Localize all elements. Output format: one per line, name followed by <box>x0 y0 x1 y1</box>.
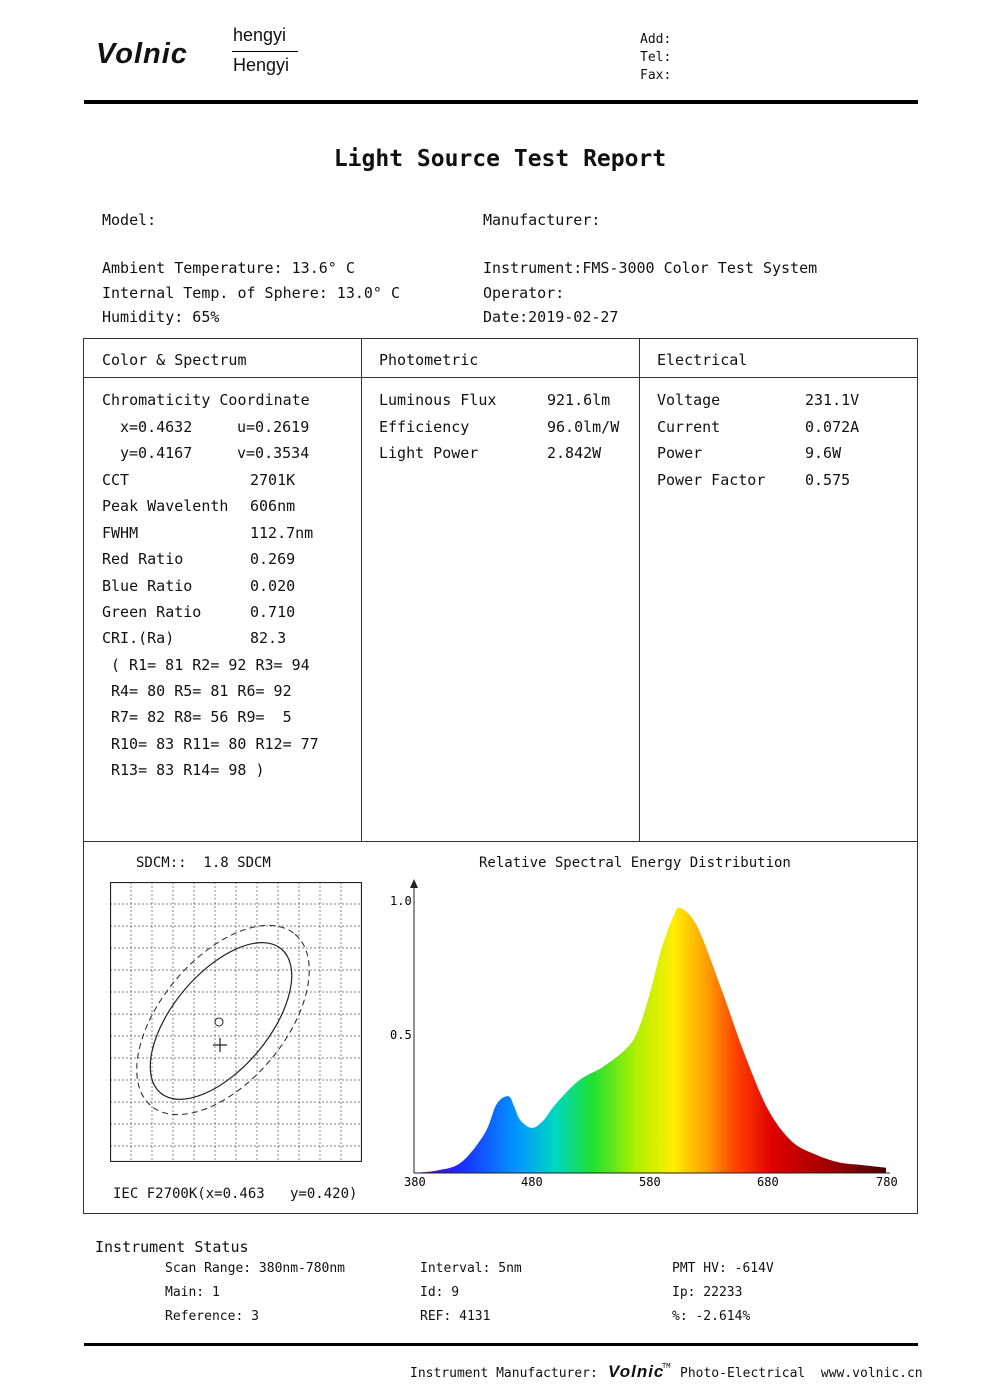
chroma-u: u=0.2619 <box>237 418 310 436</box>
peak-wavelength-label: Peak Wavelenth <box>102 497 229 515</box>
spectral-distribution-chart <box>380 875 910 1195</box>
x-tick-label-680: 680 <box>757 1175 779 1189</box>
target-point-marker <box>215 1018 223 1026</box>
red-ratio-value: 0.269 <box>250 550 296 568</box>
x-tick-label-580: 580 <box>639 1175 661 1189</box>
fax-label: Fax: <box>640 68 672 83</box>
cri-label: CRI.(Ra) <box>102 629 175 647</box>
table-header-rule <box>84 377 917 378</box>
scan-range: Scan Range: 380nm-780nm <box>165 1261 346 1276</box>
chroma-v: v=0.3534 <box>237 444 310 462</box>
current-value: 0.072A <box>805 418 860 436</box>
brand-divider <box>232 51 298 52</box>
instrument-status-title: Instrument Status <box>95 1238 249 1256</box>
footer-prefix: Instrument Manufacturer: <box>410 1366 598 1381</box>
humidity-field: Humidity: 65% <box>102 308 220 326</box>
ref-value: REF: 4131 <box>420 1309 491 1324</box>
voltage-value: 231.1V <box>805 391 860 409</box>
x-tick-label-380: 380 <box>404 1175 426 1189</box>
power-value: 9.6W <box>805 444 842 462</box>
ri-line-1: ( R1= 81 R2= 92 R3= 94 <box>111 656 310 674</box>
tel-label: Tel: <box>640 50 672 65</box>
x-tick-label-780: 780 <box>876 1175 898 1189</box>
ri-line-3: R7= 82 R8= 56 R9= 5 <box>111 708 292 726</box>
green-ratio-label: Green Ratio <box>102 603 202 621</box>
pmt-hv: PMT HV: -614V <box>672 1261 774 1276</box>
measured-point-marker <box>213 1038 227 1052</box>
section-electrical: Electrical <box>657 351 748 369</box>
light-power-label: Light Power <box>379 444 479 462</box>
brand-top: hengyi <box>233 25 287 45</box>
column-divider-2 <box>639 339 640 841</box>
page-title: Light Source Test Report <box>333 146 667 172</box>
voltage-label: Voltage <box>657 391 721 409</box>
date-field: Date:2019-02-27 <box>483 308 619 326</box>
green-ratio-value: 0.710 <box>250 603 296 621</box>
column-divider-1 <box>361 339 362 841</box>
current-label: Current <box>657 418 721 436</box>
blue-ratio-value: 0.020 <box>250 577 296 595</box>
y-axis-arrow <box>410 879 418 888</box>
cct-label: CCT <box>102 471 130 489</box>
reference-value: Reference: 3 <box>165 1309 259 1324</box>
sdcm-grid <box>110 882 362 1162</box>
y-tick-label-1: 1.0 <box>390 894 412 908</box>
cct-value: 2701K <box>250 471 296 489</box>
x-tick-label-480: 480 <box>521 1175 543 1189</box>
operator-field: Operator: <box>483 284 565 302</box>
header-rule <box>84 100 918 104</box>
section-photometric: Photometric <box>379 351 479 369</box>
brand-bottom: Hengyi <box>233 55 290 75</box>
cri-value: 82.3 <box>250 629 287 647</box>
table-middle-rule <box>84 841 917 842</box>
sdcm-outer-ellipse <box>110 894 342 1145</box>
light-power-value: 2.842W <box>547 444 602 462</box>
ri-line-4: R10= 83 R11= 80 R12= 77 <box>111 735 319 753</box>
model-field: Model: <box>102 211 157 229</box>
percent-value: %: -2.614% <box>672 1309 751 1324</box>
y-tick-label-0-5: 0.5 <box>390 1028 412 1042</box>
chroma-x: x=0.4632 <box>120 418 193 436</box>
chart-title: Relative Spectral Energy Distribution <box>479 855 791 871</box>
footer-rule <box>84 1343 918 1346</box>
add-label: Add: <box>640 32 672 47</box>
interval: Interval: 5nm <box>420 1261 522 1276</box>
peak-wavelength-value: 606nm <box>250 497 296 515</box>
chroma-y: y=0.4167 <box>120 444 193 462</box>
chromaticity-label: Chromaticity Coordinate <box>102 391 310 409</box>
blue-ratio-label: Blue Ratio <box>102 577 193 595</box>
ambient-temperature: Ambient Temperature: 13.6° C <box>102 259 355 277</box>
luminous-flux-value: 921.6lm <box>547 391 611 409</box>
fwhm-label: FWHM <box>102 524 139 542</box>
instrument-field: Instrument:FMS-3000 Color Test System <box>483 259 818 277</box>
footer-suffix: Photo-Electrical www.volnic.cn <box>680 1366 923 1381</box>
ri-line-2: R4= 80 R5= 81 R6= 92 <box>111 682 292 700</box>
power-factor-label: Power Factor <box>657 471 766 489</box>
efficiency-value: 96.0lm/W <box>547 418 620 436</box>
luminous-flux-label: Luminous Flux <box>379 391 497 409</box>
internal-temperature: Internal Temp. of Sphere: 13.0° C <box>102 284 401 302</box>
power-label: Power <box>657 444 703 462</box>
id-value: Id: 9 <box>420 1285 460 1300</box>
ri-line-5: R13= 83 R14= 98 ) <box>111 761 265 779</box>
sdcm-ellipse-plot <box>110 882 362 1162</box>
main-value: Main: 1 <box>165 1285 220 1300</box>
footer-trademark: TM <box>662 1362 671 1370</box>
fwhm-value: 112.7nm <box>250 524 314 542</box>
iec-reference: IEC F2700K(x=0.463 y=0.420) <box>113 1186 358 1202</box>
power-factor-value: 0.575 <box>805 471 851 489</box>
ip-value: Ip: 22233 <box>672 1285 743 1300</box>
efficiency-label: Efficiency <box>379 418 470 436</box>
section-color-spectrum: Color & Spectrum <box>102 351 247 369</box>
manufacturer-field: Manufacturer: <box>483 211 601 229</box>
spectrum-area <box>414 907 886 1173</box>
volnic-logo: Volnic <box>96 38 188 70</box>
footer-logo: Volnic <box>608 1362 665 1381</box>
red-ratio-label: Red Ratio <box>102 550 184 568</box>
sdcm-value: SDCM:: 1.8 SDCM <box>136 855 271 871</box>
